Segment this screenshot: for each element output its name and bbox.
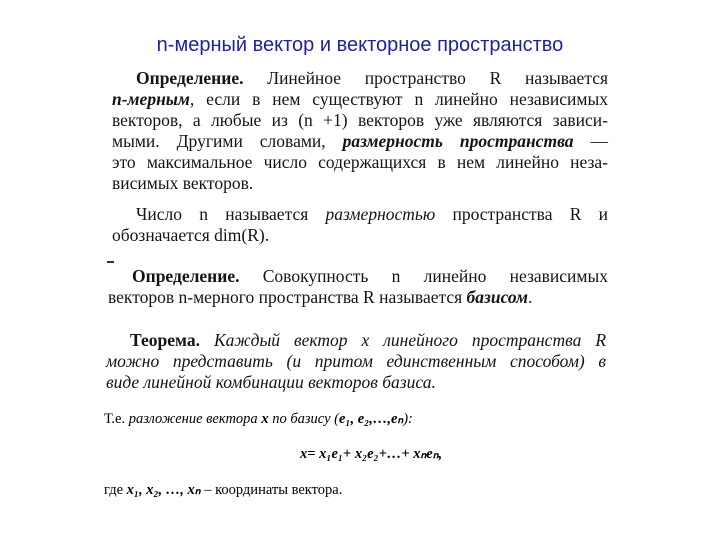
basis-text: Совокупность n линейно независимых [262,266,608,286]
basis-line [108,266,608,287]
slide-title: n-мерный вектор и векторное пространство [156,34,564,56]
definition-text: Линейное пространство R называется [267,68,609,88]
dimension-line [112,204,608,225]
basis-text: векторов n-мерного пространства R называется [108,287,463,307]
definition-basis-block [108,266,608,308]
dimension-text: пространства R и [452,204,608,224]
theorem-text: Каждый вектор x линейного пространства R [213,330,607,350]
definition-line [112,131,608,152]
basis-text: . [527,287,533,307]
definition-text: мыми. Другими словами, [112,131,326,151]
theorem-block [106,330,606,393]
where-text: где [104,482,124,498]
expansion-prefix: Т.е. [104,411,126,427]
coordinates: x₁, x₂, …, xₙ [126,482,201,498]
basis-line [108,287,608,308]
definition-dimension-block [112,68,608,194]
expansion-line [104,410,413,428]
expansion-end: ): [403,411,413,427]
vector-x: x [261,411,269,427]
coordinates-text: – координаты вектора. [204,482,343,498]
coordinates-line [104,481,342,499]
definition-line: это максимальное число содержащихся в нем линейно неза- [112,152,608,172]
dimension-text: Число n называется [136,204,309,224]
definition-line [112,68,608,89]
definition-text: — [573,131,608,151]
scan-mark [107,261,114,263]
dimension-notation-block [112,204,608,246]
expansion-formula: x= x₁e₁+ x₂e₂+…+ xₙeₙ, [300,446,443,462]
emphasis-n-dimensional: n-мерным [112,89,190,109]
definition-line [112,89,608,110]
expansion-text: разложение вектора [128,411,258,427]
definition-label: Определение. [136,68,244,88]
definition-line: висимых векторов. [112,173,254,193]
dimension-line: обозначается dim(R). [112,225,270,245]
emphasis-dimension: размерность пространства [342,131,574,151]
emphasis-basis: базисом [466,287,528,307]
expansion-text: по базису ( [272,411,339,427]
definition-text: , если в нем существуют n линейно независимых [189,89,608,109]
theorem-line: можно представить (и притом единственным способом) в [106,351,606,371]
definition-label: Определение. [132,266,240,286]
definition-line: векторов, а любые из (n +1) векторов уже являются зависи- [112,110,608,130]
basis-vectors: e₁, e₂,…,eₙ [339,411,404,427]
emphasis-dimensionality: размерностью [325,204,436,224]
theorem-line [106,330,606,351]
theorem-line: виде линейной комбинации векторов базиса. [106,372,436,392]
theorem-label: Теорема. [130,330,200,350]
